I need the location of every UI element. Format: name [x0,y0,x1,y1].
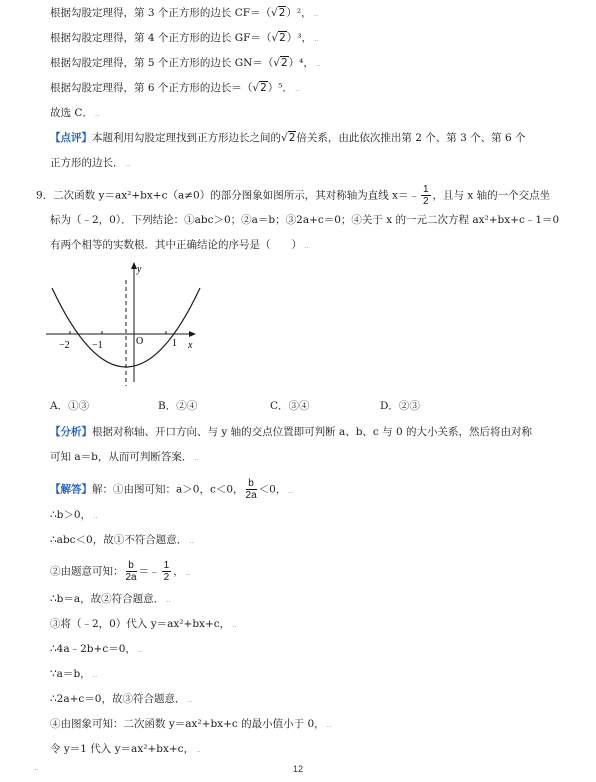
option-a[interactable]: A．①③ [50,400,90,412]
page-number: 12 [292,764,303,774]
tick-label-neg1: −1 [92,340,103,351]
tick-label-1: 1 [172,338,177,349]
question-9-line-3: 有两个相等的实数根．其中正确结论的序号是（ ） ‥ [50,239,309,251]
step-8: ∴2a+c＝0，故③符合题意． ‥ [50,693,193,705]
comment-line-1: 【点评】本题利用勾股定理找到正方形边长之间的√2倍关系，由此依次推出第 2 个、第 3 个、第 6 个 [50,132,526,144]
x-label: x [188,340,193,351]
question-9-line-2: 标为（﹣2，0）．下列结论：①abc＞0；②a＝b；③2a+c＝0；④关于 x 的一元二次方程 ax²+bx+c﹣1＝0 [50,214,560,226]
step-3: ②由题意可知： $\frac{b}{2a}$ ＝﹣ $\frac{1}{2}$ ， ‥ [50,560,191,583]
y-label: y [137,264,142,275]
sqrt-symbol: √2 [271,32,286,44]
option-d[interactable]: D．②③ [380,400,420,412]
fraction-one-half: $\frac{1}{2}$ [163,560,170,583]
sqrt-symbol: √2 [273,57,288,69]
step-5: ③将（﹣2，0）代入 y＝ax²+bx+c， ‥ [50,618,237,630]
step-1: ∴b＞0， ‥ [50,509,98,521]
step-6: ∴4a﹣2b+c＝0， ‥ [50,643,143,655]
comment-tag: 【点评】 [50,132,92,144]
answer-tag: 【解答】 [50,483,92,496]
text-line-1: 根据勾股定理得，第 3 个正方形的边长 CF＝（√2）²， ‥ [50,7,319,19]
option-c[interactable]: C．③④ [270,400,310,412]
step-4: ∴b＝a，故②符合题意． ‥ [50,593,171,605]
origin-label: O [136,336,144,347]
text-line-4: 根据勾股定理得，第 6 个正方形的边长＝（√2）⁵． ‥ [50,82,300,94]
step-10: 令 y＝1 代入 y＝ax²+bx+c， ‥ [50,743,201,755]
analysis-line-2: 可知 a＝b，从而可判断答案． ‥ [50,451,199,463]
step-2: ∴abc＜0，故①不符合题意． ‥ [50,534,194,546]
text-line-3: 根据勾股定理得，第 5 个正方形的边长 GN＝（√2）⁴， ‥ [50,57,321,69]
step-9: ④由图象可知：二次函数 y＝ax²+bx+c 的最小值小于 0， ‥ [50,718,332,730]
tick-label-neg2: −2 [59,340,70,351]
parabola-graph [46,258,206,388]
answer-options [50,398,550,412]
option-b[interactable]: B．②④ [158,400,198,412]
analysis-line-1: 【分析】根据对称轴、开口方向、与 y 轴的交点位置即可判断 a、b、c 与 0 的大小关系，然后将由对称 [50,426,532,438]
fraction-one-half: $\frac{1}{2}$ [422,184,429,207]
comment-line-2: 正方形的边长． ‥ [50,157,131,169]
fraction-b-over-2a: $\frac{b}{2a}$ [245,478,257,501]
answer-line-1: 【解答】解：①由图可知：a＞0，c＜0， $\frac{b}{2a}$ ＜0， ‥ [50,478,293,501]
sqrt-symbol: √2 [252,82,267,94]
question-9-line-1: 9．二次函数 y＝ax²+bx+c（a≠0）的部分图象如图所示，其对称轴为直线 x＝﹣ $\frac{1}{2}$ ，且与 x 轴的一个交点坐 [36,184,551,207]
step-7: ∵a＝b， ‥ [50,668,98,680]
fraction-b-over-2a: $\frac{b}{2a}$ [125,560,137,583]
analysis-tag: 【分析】 [50,426,92,438]
parabola-curve [52,288,200,367]
x-axis-arrow [189,331,196,337]
text-line-5: 故选 C． ‥ [50,107,100,119]
text-line-2: 根据勾股定理得，第 4 个正方形的边长 GF＝（√2）³， ‥ [50,32,319,44]
corner-mark: ‥ [34,764,39,772]
sqrt-symbol: √2 [271,7,286,19]
sqrt-symbol: √2 [281,132,296,144]
